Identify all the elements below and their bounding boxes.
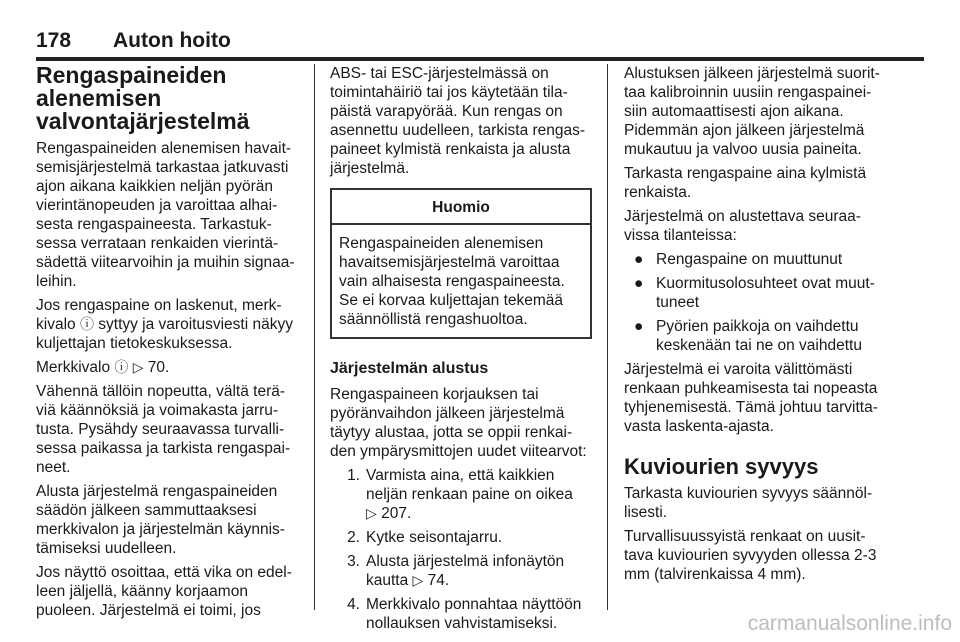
list-item: 4. Merkkivalo ponnahtaa näyttöön nollauksen vahvistamiseksi. [347,596,582,632]
bullet-icon: ● [634,275,644,292]
page-reference[interactable]: ▷ 207. [366,505,412,522]
reference-arrow-icon: ▷ [132,359,144,375]
paragraph: Jos näyttö osoittaa, että vika on edelleen jäljellä, käänny korjaamon puoleen. Järjestelmä ei toimi, jos [36,564,292,619]
paragraph: Alusta järjestelmä rengaspaineiden säädön jälkeen sammuttaaksesi merkkivalon ja järjestelmän käynnistämiseksi uudelleen. [36,483,285,557]
paragraph: ABS- tai ESC-järjestelmässä on toimintahäiriö tai jos käytetään tilapäistä varapyörää. Kun rengas on asennettu uudelleen, tarkista rengaspaineet kylmistä renkaista ja alusta järjestelmä. [330,65,586,177]
list-item: 3. Alusta järjestelmä infonäytön kautta ▷ 74. [347,553,565,589]
page-reference[interactable]: ▷ 70. [132,359,170,376]
column-divider [314,64,315,610]
page-number: 178 [36,29,72,52]
paragraph: Tarkasta kuviourien syvyys säännöllisesti. [624,485,873,521]
notice-title: Huomio [332,190,590,225]
steps-list [330,466,592,633]
reference-arrow-icon: ▷ [366,505,377,521]
subheading-initialization: Järjestelmän alustus [330,360,489,377]
paragraph: Tarkasta rengaspaine aina kylmistä renkaista. [624,165,867,201]
watermark: carmanualsonline.info [747,612,952,635]
notice-text: Rengaspaineiden alenemisen havaitsemisjärjestelmä varoittaa vain alhaisesta rengaspaineesta. Se ei korvaa kuljettajan tekemää säännöllistä rengashuoltoa. [339,235,565,328]
paragraph: Vähennä tällöin nopeutta, vältä teräviä käännöksiä ja voimakasta jarrutusta. Pysähdy seuraavassa turvallisessa paikassa ja tarkista rengaspaineet. [36,383,291,476]
bullet-icon: ● [634,318,644,335]
paragraph: Alustuksen jälkeen järjestelmä suorittaa kalibroinnin uusiin rengaspaineisiin automaattisesti ajon aikana. Pidemmän ajon jälkeen järjestelmä mukautuu ja valvoo uusia paineita. [624,65,880,158]
bullet-icon: ● [634,251,644,268]
column-2 [330,64,592,638]
paragraph: Järjestelmä ei varoita välittömästi renkaan puhkeamisesta tai nopeasta tyhjenemisestä. Tämä johtuu tarvittavasta laskenta-ajasta. [624,361,878,435]
paragraph: Turvallisuussyistä renkaat on uusittava kuviourien syvyyden ollessa 2-3 mm (talvirenkaissa 4 mm). [624,528,877,583]
list-item: ● Pyörien paikkoja on vaihdettu keskenään tai ne on vaihdettu [624,317,886,355]
list-item: 2. Kytke seisontajarru. [347,529,503,546]
tpms-warning-icon: ⓘ [114,359,129,375]
column-3 [624,64,886,589]
heading-tread-depth: Kuviourien syvyys [624,454,819,479]
paragraph: Merkkivalo ⓘ ▷ 70. [36,359,170,376]
list-item: ● Kuormitusolosuhteet ovat muuttuneet [624,274,886,312]
reference-arrow-icon: ▷ [412,572,424,588]
bullet-list [624,250,886,355]
paragraph: Rengaspaineiden alenemisen havaitsemisjärjestelmä tarkastaa jatkuvasti ajon aikana kaikkien neljän pyörän vierintänopeuden ja varoittaa alhaisesta rengaspaineesta. Tarkastuksessa verrataan renkaiden vierintäsädettä viitearvoihin ja muihin signaaleihin. [36,140,295,290]
notice-box [330,188,592,339]
paragraph: Rengaspaineen korjauksen tai pyöränvaihdon jälkeen järjestelmä täytyy alustaa, jotta se oppii renkaiden ympärysmittojen uudet viitearvot: [330,386,587,460]
tpms-warning-icon: ⓘ [79,316,94,332]
paragraph: Jos rengaspaine on laskenut, merkkivalo ⓘ syttyy ja varoitusviesti näkyy kuljettajan tietokeskuksessa. [36,297,293,352]
page-header [36,27,924,61]
paragraph: Järjestelmä on alustettava seuraavissa tilanteissa: [624,208,861,244]
list-item: 1. Varmista aina, että kaikkien neljän renkaan paine on oikea ▷ 207. [347,467,573,522]
list-item: ● Rengaspaine on muuttunut [624,250,886,269]
column-1 [36,64,298,625]
heading-tpms: Rengaspaineiden alenemisen valvontajärjestelmä [36,62,250,134]
column-divider [607,64,608,610]
section-title: Auton hoito [113,29,231,52]
page-reference[interactable]: ▷ 74. [412,572,450,589]
